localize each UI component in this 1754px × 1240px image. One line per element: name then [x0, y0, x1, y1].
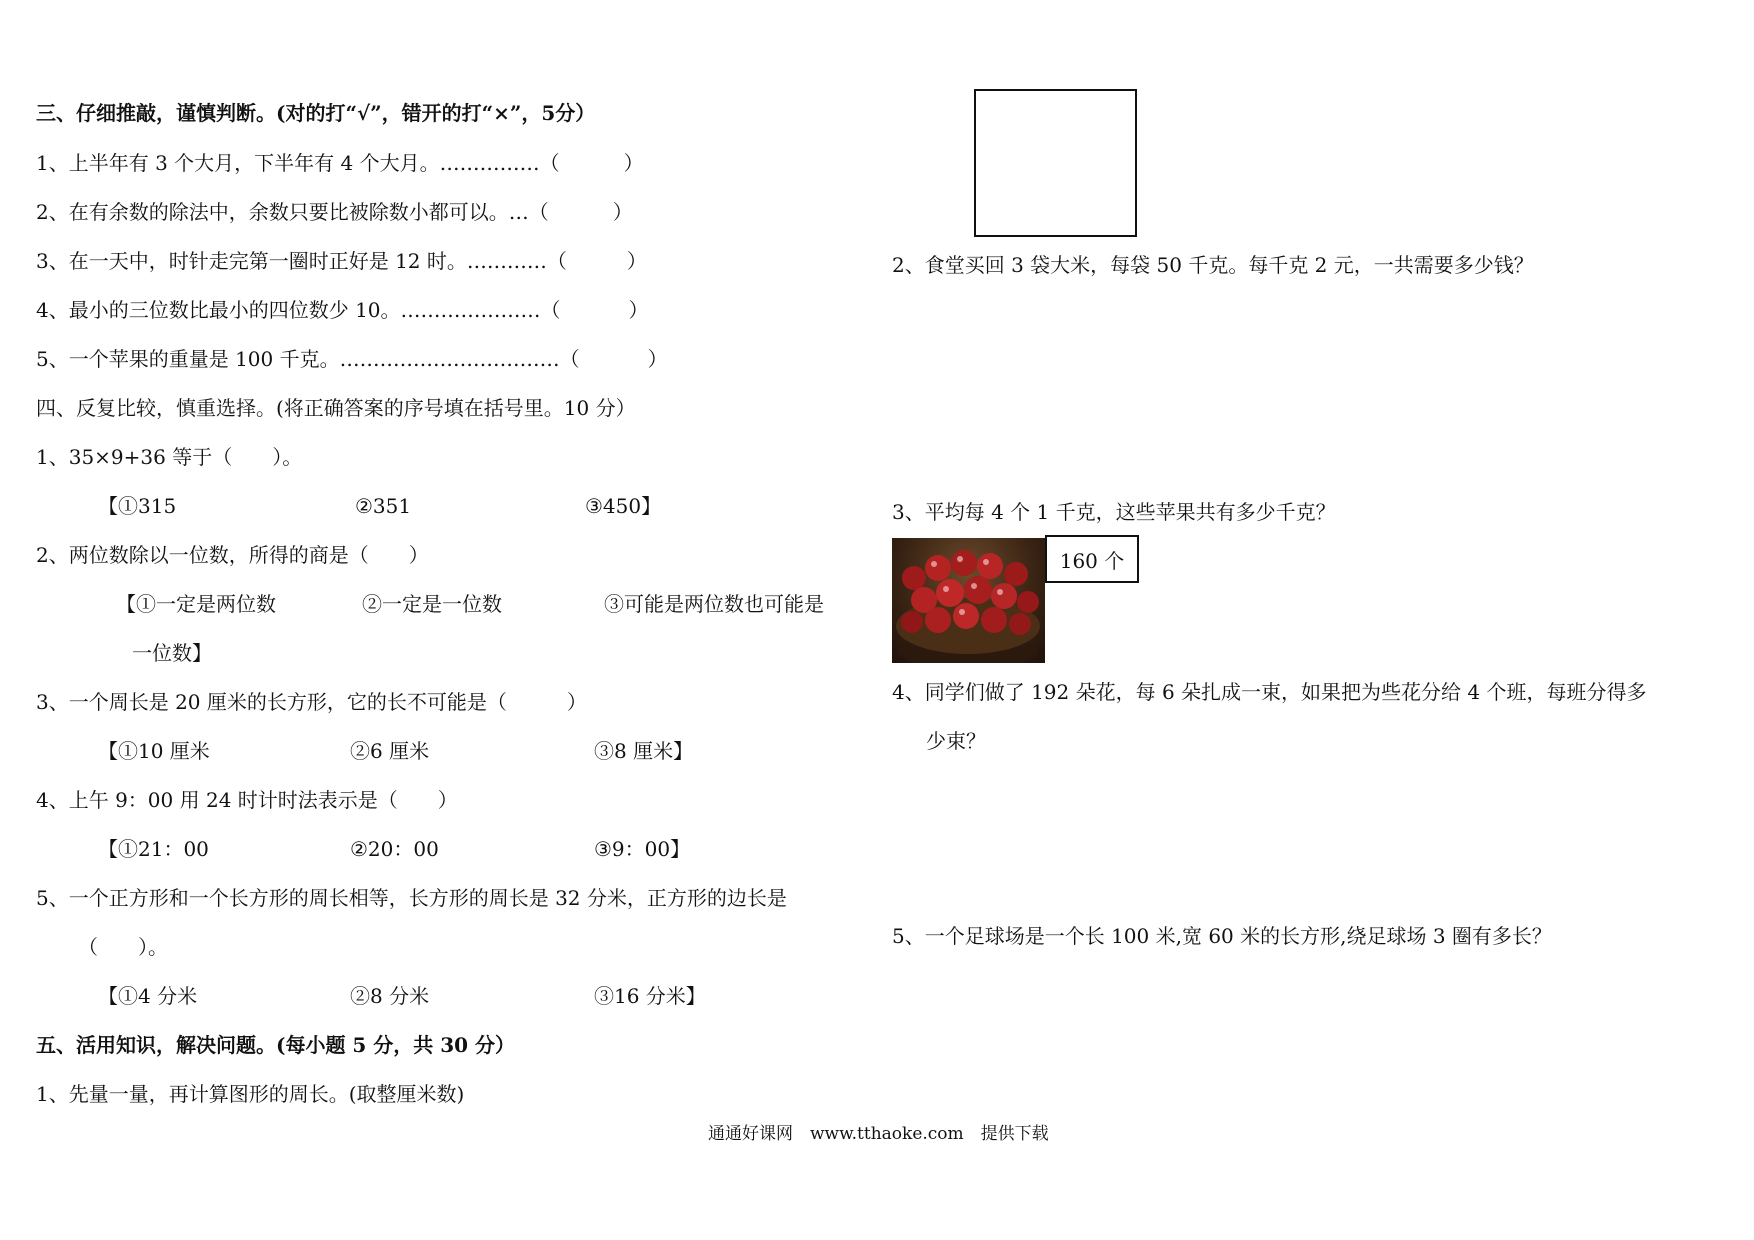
section5-q2: 2、食堂买回 3 袋大米，每袋 50 千克。每千克 2 元，一共需要多少钱？	[892, 253, 1534, 277]
section4-q1-option-1: 【①315	[98, 494, 177, 518]
section5-title: 五、活用知识，解决问题。(每小题 5 分，共 30 分）	[36, 1033, 516, 1057]
section4-q1: 1、35×9+36 等于（ ）。	[36, 445, 303, 469]
section5-q5: 5、一个足球场是一个长 100 米,宽 60 米的长方形,绕足球场 3 圈有多长？	[892, 924, 1552, 948]
apple-basket-image	[892, 538, 1045, 663]
section4-q2-option-3: ③可能是两位数也可能是	[604, 592, 824, 616]
section4-q1-option-2: ②351	[355, 494, 412, 518]
section4-q1-option-3: ③450】	[585, 494, 662, 518]
section4-q5: 5、一个正方形和一个长方形的周长相等，长方形的周长是 32 分米，正方形的边长是	[36, 886, 787, 910]
section4-q4-option-2: ②20：00	[350, 837, 439, 861]
section4-q5-option-1: 【①4 分米	[98, 984, 198, 1008]
section3-item-1: 1、上半年有 3 个大月，下半年有 4 个大月。……………（ ）	[36, 151, 644, 175]
section4-q4-option-1: 【①21：00	[98, 837, 209, 861]
apple-count-label: 160 个	[1059, 548, 1125, 573]
section4-q4-option-3: ③9：00】	[594, 837, 691, 861]
measure-square-figure	[974, 89, 1137, 237]
section4-title: 四、反复比较，慎重选择。(将正确答案的序号填在括号里。10 分）	[36, 396, 636, 420]
section4-q3: 3、一个周长是 20 厘米的长方形，它的长不可能是（ ）	[36, 690, 587, 714]
section4-q2-option-1: 【①一定是两位数	[116, 592, 276, 616]
section4-q2-option-cont: 一位数】	[132, 641, 212, 665]
section4-q5-option-3: ③16 分米】	[594, 984, 706, 1008]
section3-title: 三、仔细推敲，谨慎判断。(对的打“√”，错开的打“×”，5分）	[36, 101, 596, 125]
section3-item-2: 2、在有余数的除法中，余数只要比被除数小都可以。…（ ）	[36, 200, 633, 224]
section3-item-4: 4、最小的三位数比最小的四位数少 10。…………………（ ）	[36, 298, 649, 322]
section4-q5-option-2: ②8 分米	[350, 984, 430, 1008]
section4-q3-option-3: ③8 厘米】	[594, 739, 694, 763]
section3-item-3: 3、在一天中，时针走完第一圈时正好是 12 时。…………（ ）	[36, 249, 647, 273]
section4-q3-option-1: 【①10 厘米	[98, 739, 210, 763]
section4-q2: 2、两位数除以一位数，所得的商是（ ）	[36, 543, 429, 567]
apple-count-box	[1045, 535, 1139, 583]
section4-q2-option-2: ②一定是一位数	[362, 592, 502, 616]
section4-q3-option-2: ②6 厘米	[350, 739, 430, 763]
section5-q3: 3、平均每 4 个 1 千克，这些苹果共有多少千克？	[892, 500, 1336, 524]
section4-q5-cont: （ ）。	[78, 935, 168, 959]
section4-q4: 4、上午 9：00 用 24 时计时法表示是（ ）	[36, 788, 458, 812]
section5-q1: 1、先量一量，再计算图形的周长。(取整厘米数)	[36, 1082, 465, 1106]
section5-q4-cont: 少束？	[926, 729, 986, 753]
section5-q4: 4、同学们做了 192 朵花，每 6 朵扎成一束，如果把为些花分给 4 个班，每班分得多	[892, 680, 1647, 704]
section3-item-5: 5、一个苹果的重量是 100 千克。……………………………（ ）	[36, 347, 668, 371]
footer-credit: 通通好课网 www.tthaoke.com 提供下载	[708, 1124, 1049, 1144]
